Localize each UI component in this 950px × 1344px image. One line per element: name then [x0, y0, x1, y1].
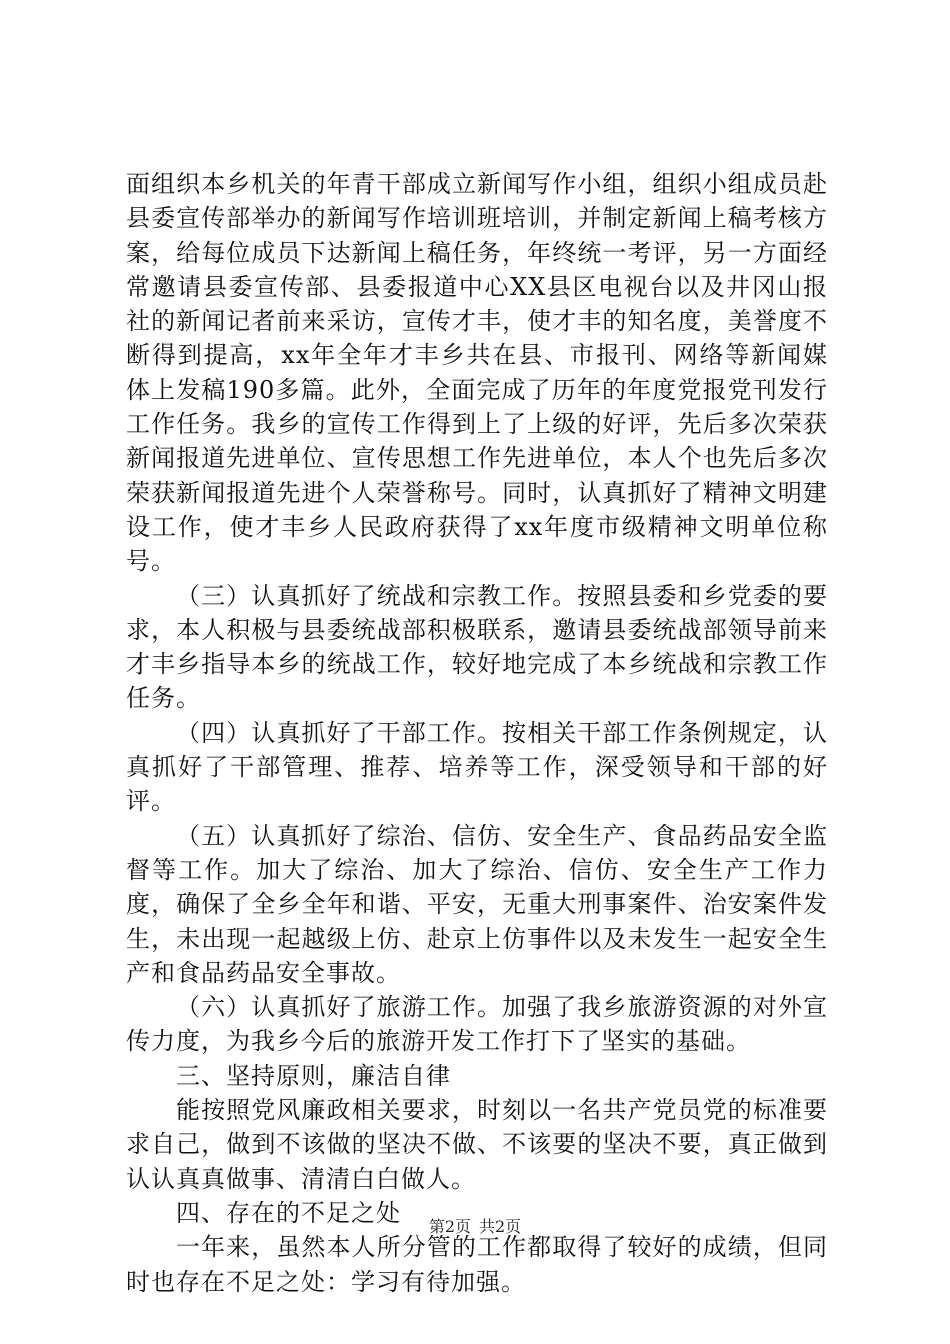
section-heading: 四、存在的不足之处: [176, 1198, 401, 1227]
page-total: 共2页: [479, 1217, 522, 1236]
body-paragraph: （六）认真抓好了旅游工作。加强了我乡旅游资源的对外宣传力度，为我乡今后的旅游开发工作打下了坚实的基础。: [126, 993, 828, 1056]
section-heading: 三、坚持原则，廉洁自律: [176, 1061, 451, 1090]
body-paragraph: 一年来，虽然本人所分管的工作都取得了较好的成绩，但同时也存在不足之处：学习有待加强。: [126, 1233, 828, 1296]
body-paragraph: 能按照党风廉政相关要求，时刻以一名共产党员党的标准要求自己，做到不该做的坚决不做、不该要的坚决不要，真正做到认认真真做事、清清白白做人。: [126, 1096, 828, 1193]
body-paragraph: （四）认真抓好了干部工作。按相关干部工作条例规定，认真抓好了干部管理、推荐、培养等工作，深受领导和干部的好评。: [126, 718, 828, 816]
body-paragraph: 面组织本乡机关的年青干部成立新闻写作小组，组织小组成员赴县委宣传部举办的新闻写作培训班培训，并制定新闻上稿考核方案，给每位成员下达新闻上稿任务，年终统一考评，另一方面经常邀请县委宣传部、县委报道中心XX县区电视台以及井冈山报社的新闻记者前来采访，宣传才丰，使才丰的知名度，美誉度不断得到提高，xx年全年才丰乡共在县、市报刊、网络等新闻媒体上发稿190多篇。此外，全面完成了历年的年度党报党刊发行工作任务。我乡的宣传工作得到上了上级的好评，先后多次荣获新闻报道先进单位、宣传思想工作先进单位，本人个也先后多次荣获新闻报道先进个人荣誉称号。同时，认真抓好了精神文明建设工作，使才丰乡人民政府获得了xx年度市级精神文明单位称号。: [126, 170, 828, 576]
page-footer: [0, 1214, 950, 1237]
body-paragraph: （五）认真抓好了综治、信仿、安全生产、食品药品安全监督等工作。加大了综治、加大了综治、信仿、安全生产工作力度，确保了全乡全年和谐、平安，无重大刑事案件、治安案件发生，未出现一起越级上仿、赴京上仿事件以及未发生一起安全生产和食品药品安全事故。: [126, 821, 828, 987]
body-paragraph: （三）认真抓好了统战和宗教工作。按照县委和乡党委的要求，本人积极与县委统战部积极联系，邀请县委统战部领导前来才丰乡指导本乡的统战工作，较好地完成了本乡统战和宗教工作任务。: [126, 581, 828, 713]
document-body: [126, 167, 828, 1299]
page-number: 第2页: [428, 1217, 471, 1236]
